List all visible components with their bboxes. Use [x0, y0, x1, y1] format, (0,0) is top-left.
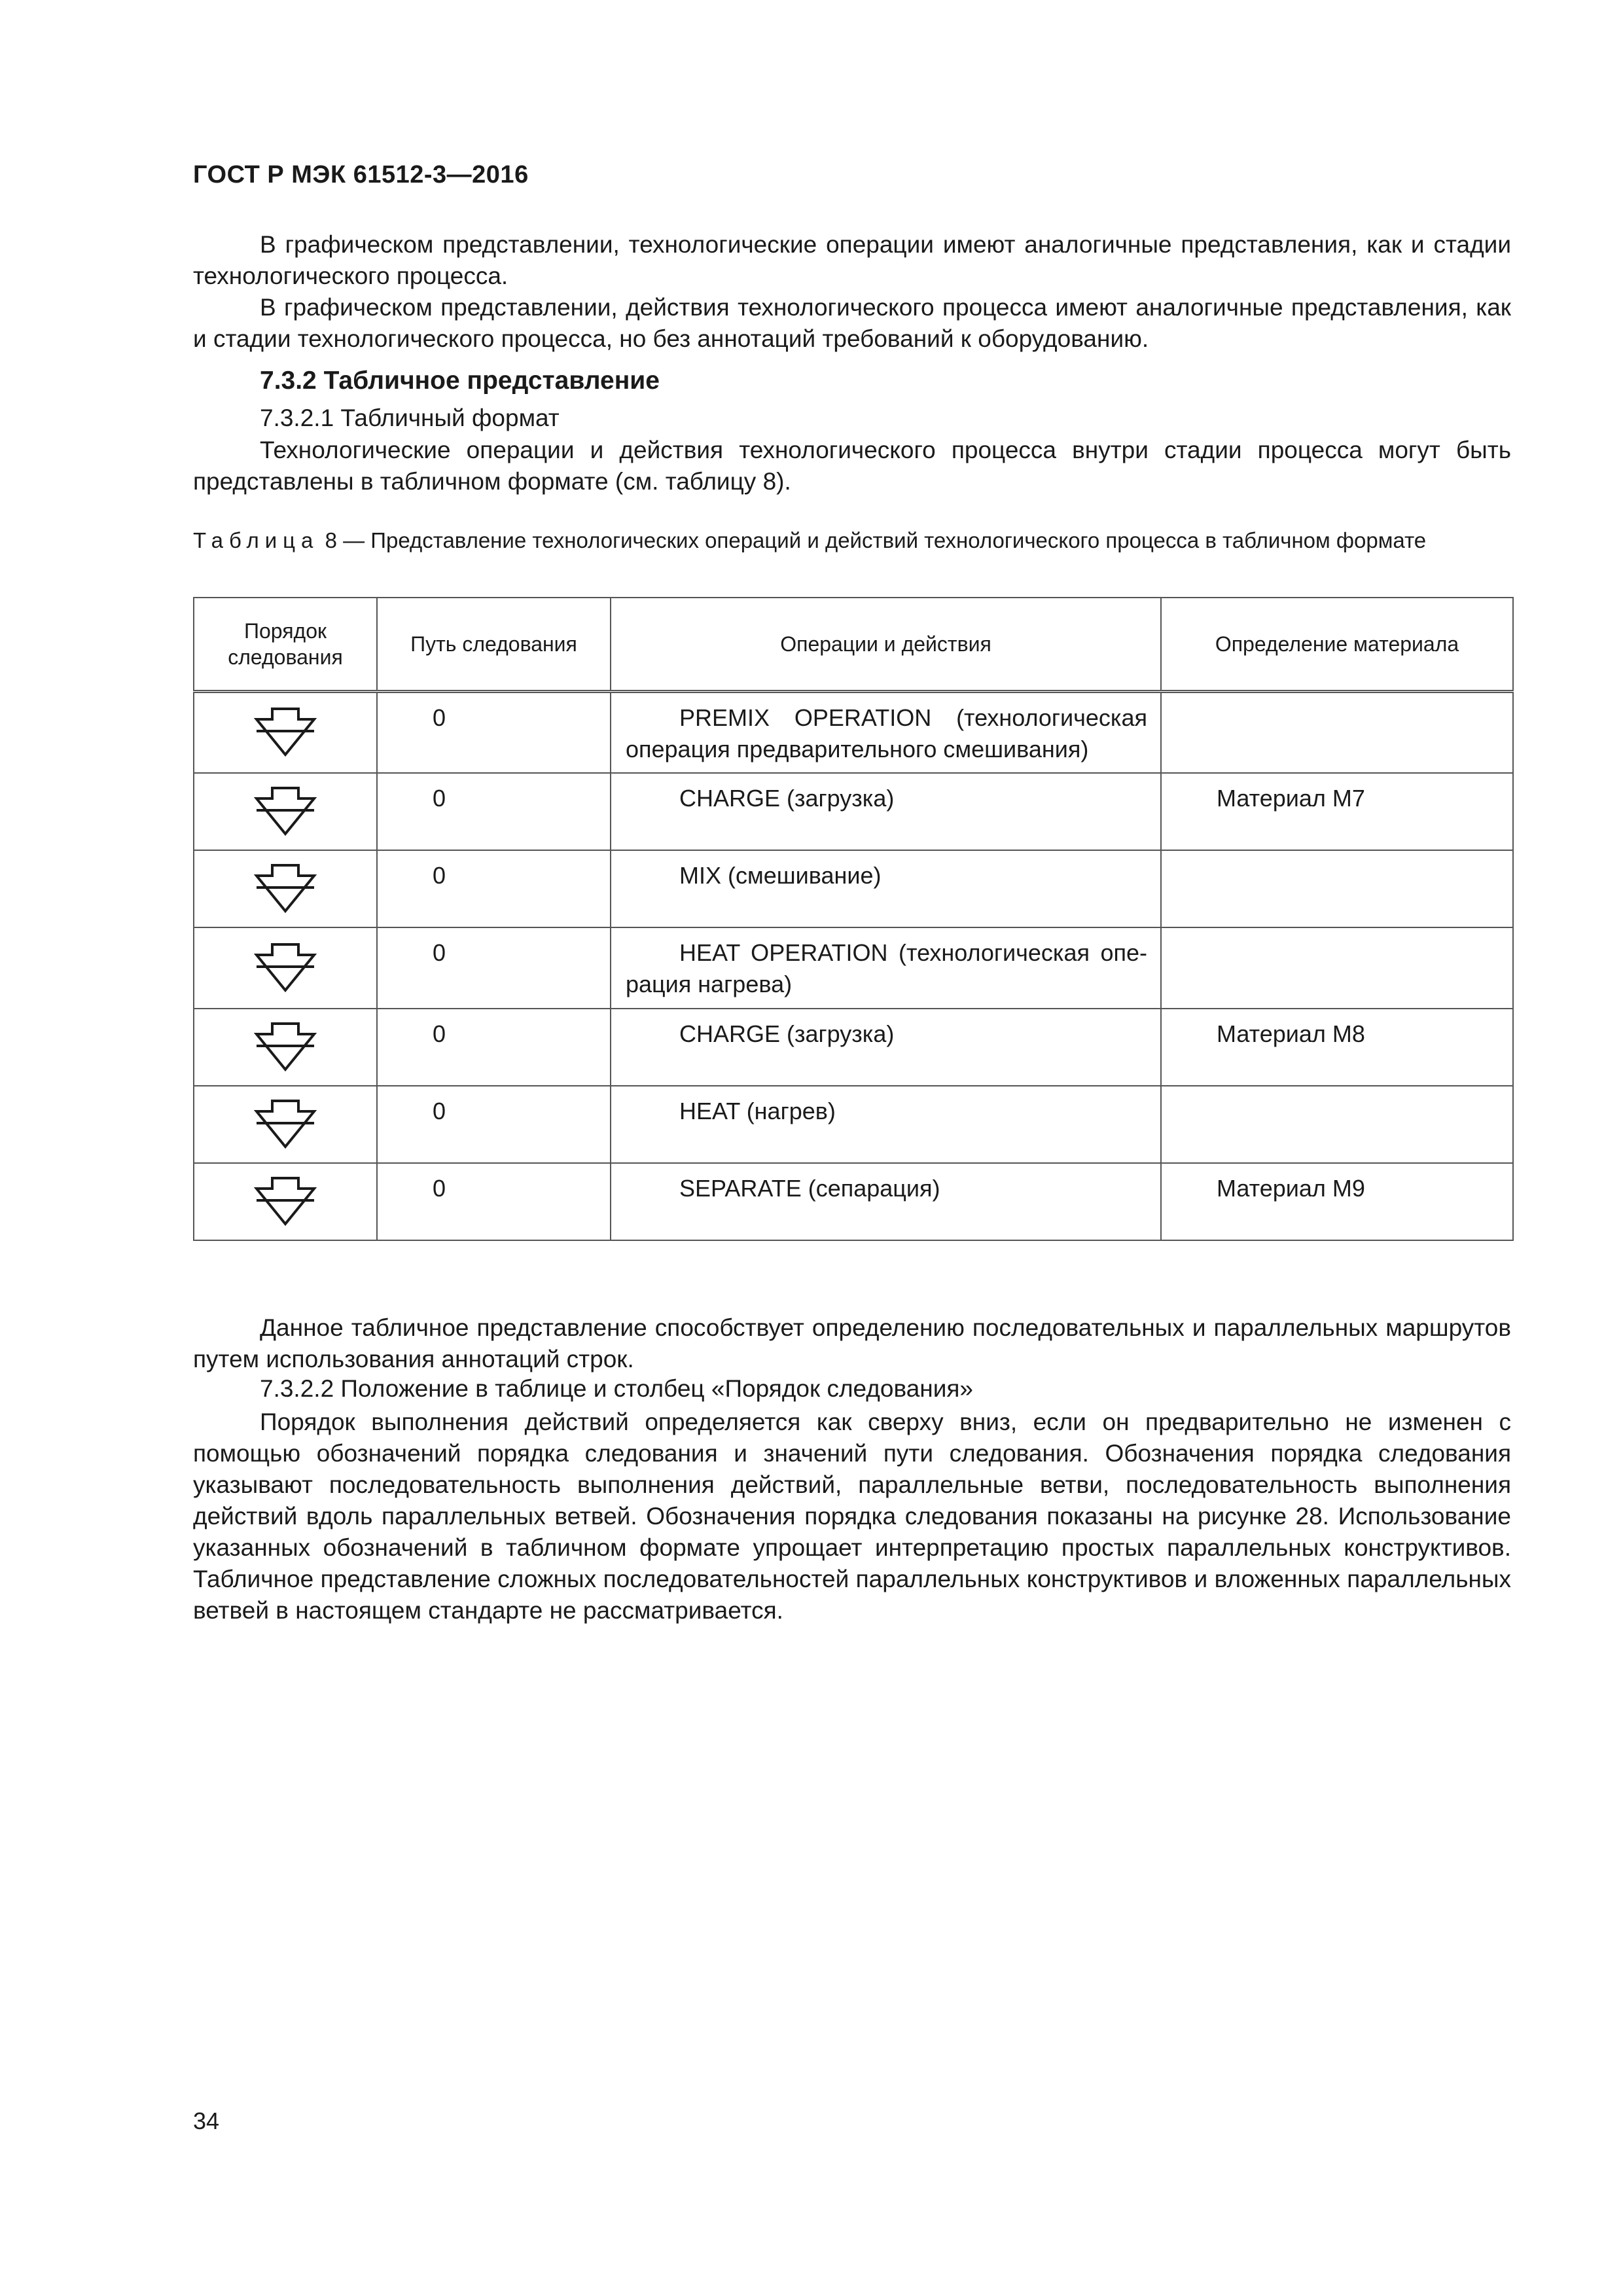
operation-cell: [611, 850, 1161, 927]
operation-cell: [611, 1086, 1161, 1163]
after-paragraph-1: Данное табличное представление способствует определению последовательных и параллельных маршрутов путем использования аннотаций строк.: [193, 1314, 1511, 1372]
material-cell: [1161, 927, 1513, 1009]
sequence-arrow-icon: [253, 943, 318, 993]
table-row: [194, 773, 1513, 850]
operations-table: [193, 597, 1514, 1241]
order-cell: [194, 927, 377, 1009]
table-row: [194, 850, 1513, 927]
material-cell: Материал M7: [1161, 773, 1513, 850]
after-subheading: 7.3.2.2 Положение в таблице и столбец «Порядок следования»: [260, 1375, 974, 1402]
operation-text: HEAT (нагрев): [679, 1097, 836, 1124]
operation-cell: [611, 927, 1161, 1009]
operation-cell: [611, 1163, 1161, 1240]
path-cell: 0: [377, 773, 611, 850]
material-cell: Материал M9: [1161, 1163, 1513, 1240]
header-operations: Операции и действия: [611, 598, 1161, 692]
path-cell: 0: [377, 692, 611, 773]
material-cell: [1161, 692, 1513, 773]
sequence-arrow-icon: [253, 1022, 318, 1072]
sequence-arrow-icon: [253, 1100, 318, 1149]
intro-paragraph-2: В графическом представлении, действия технологического процесса имеют аналогичные представления, как и стадии технологического процесса, но без аннотаций требований к оборудованию.: [193, 294, 1511, 352]
operation-text: HEAT OPERATION (технологическая операция нагрева): [626, 939, 1147, 997]
operation-text: CHARGE (загрузка): [679, 1020, 895, 1047]
operation-cell: [611, 773, 1161, 850]
operation-text: MIX (смешивание): [679, 861, 882, 889]
sequence-arrow-icon: [253, 787, 318, 836]
material-cell: [1161, 850, 1513, 927]
order-cell: [194, 1163, 377, 1240]
page-number: 34: [193, 2108, 220, 2134]
header-path: Путь следования: [377, 598, 611, 692]
operation-cell: [611, 692, 1161, 773]
section-heading: 7.3.2 Табличное представление: [260, 367, 660, 395]
order-cell: [194, 692, 377, 773]
operation-text: PREMIX OPERATION (технологическая операция предварительного смешивания): [626, 704, 1147, 762]
operation-text: CHARGE (загрузка): [679, 784, 895, 812]
path-cell: 0: [377, 850, 611, 927]
section-subheading: 7.3.2.1 Табличный формат: [260, 404, 560, 431]
path-cell: 0: [377, 927, 611, 1009]
order-cell: [194, 850, 377, 927]
intro-paragraph-1: В графическом представлении, технологические операции имеют аналогичные представления, как и стадии технологического процесса.: [193, 231, 1511, 289]
table-caption-text: 8 — Представление технологических операций и действий технологического процесса в табличном формате: [325, 528, 1427, 552]
material-cell: [1161, 1086, 1513, 1163]
path-cell: 0: [377, 1009, 611, 1086]
operation-cell: [611, 1009, 1161, 1086]
table-caption: [193, 526, 1511, 555]
material-cell: Материал M8: [1161, 1009, 1513, 1086]
header-order: Порядок следования: [194, 598, 377, 692]
order-cell: [194, 773, 377, 850]
section-paragraph: Технологические операции и действия технологического процесса внутри стадии процесса могут быть представлены в табличном формате (см. таблицу 8).: [193, 437, 1511, 495]
order-cell: [194, 1086, 377, 1163]
operation-text: SEPARATE (сепарация): [679, 1174, 940, 1202]
table-row: [194, 927, 1513, 1009]
sequence-arrow-icon: [253, 1177, 318, 1227]
table-row: [194, 1163, 1513, 1240]
header-material: Определение материала: [1161, 598, 1513, 692]
table-caption-label: Таблица: [193, 528, 319, 552]
sequence-arrow-icon: [253, 864, 318, 914]
table-row: [194, 1086, 1513, 1163]
path-cell: 0: [377, 1086, 611, 1163]
path-cell: 0: [377, 1163, 611, 1240]
sequence-arrow-icon: [253, 708, 318, 757]
order-cell: [194, 1009, 377, 1086]
table-row: [194, 692, 1513, 773]
after-paragraph-2: Порядок выполнения действий определяется как сверху вниз, если он предварительно не изменен с помощью обозначений порядка следования и значений пути следования. Обозначения порядка следования указывают последовательность выполнения действий, параллельные ветви, последовательность выполнения действий вдоль параллельных ветвей. Обозначения порядка следования показаны на рисунке 28. Использование указанных обозначений в табличном формате упрощает интерпретацию простых параллельных конструктивов. Табличное представление сложных последовательностей параллельных конструктивов и вложенных параллельных ветвей в настоящем стандарте не рассматривается.: [193, 1408, 1511, 1624]
document-id: ГОСТ Р МЭК 61512-3—2016: [193, 161, 529, 188]
table-header-row: [194, 598, 1513, 692]
table-row: [194, 1009, 1513, 1086]
